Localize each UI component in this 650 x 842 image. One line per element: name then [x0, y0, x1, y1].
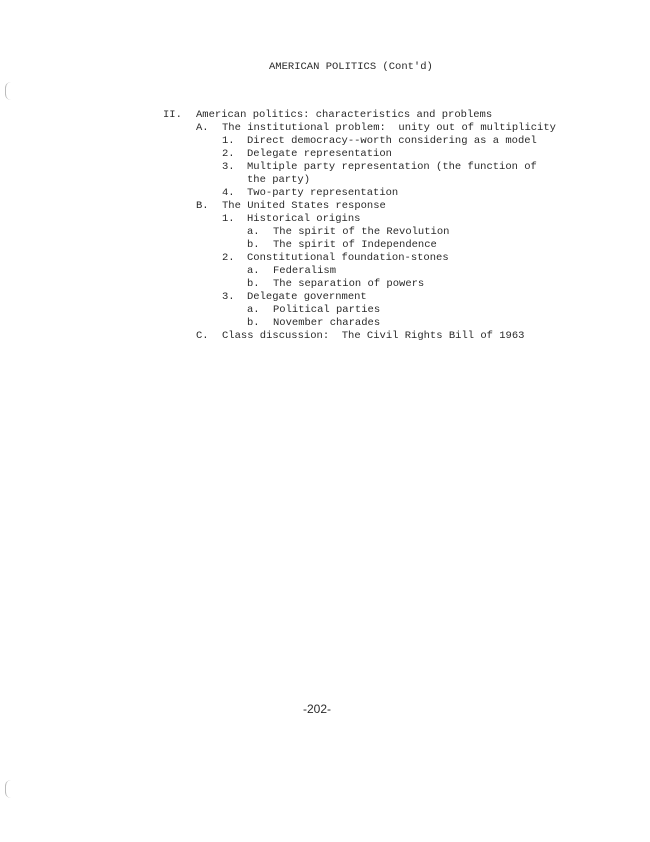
outline-text: Delegate government: [247, 291, 367, 303]
outline-marker: C.: [196, 330, 209, 342]
page-title: AMERICAN POLITICS (Cont'd): [269, 61, 433, 73]
outline-text: The spirit of Independence: [273, 239, 437, 251]
outline-marker: 3.: [222, 291, 235, 303]
outline-text: Political parties: [273, 304, 381, 316]
outline-marker: 4.: [222, 187, 235, 199]
scan-margin-mark: [5, 780, 11, 798]
outline-marker: A.: [196, 122, 209, 134]
outline-marker: b.: [247, 278, 260, 290]
outline-text: Class discussion: The Civil Rights Bill of 1963: [222, 330, 525, 342]
outline-text: Federalism: [273, 265, 337, 277]
outline-text: Historical origins: [247, 213, 361, 225]
outline-text: The United States response: [222, 200, 386, 212]
outline-marker: 1.: [222, 135, 235, 147]
outline-text: Direct democracy--worth considering as a model: [247, 135, 537, 147]
outline-marker: 2.: [222, 148, 235, 160]
outline-marker: 2.: [222, 252, 235, 264]
scan-margin-mark: [5, 82, 11, 100]
outline-text: Constitutional foundation-stones: [247, 252, 449, 264]
outline-text: American politics: characteristics and problems: [196, 109, 493, 121]
outline-text: the party): [247, 174, 311, 186]
outline-marker: II.: [163, 109, 182, 121]
outline-text: Two-party representation: [247, 187, 399, 199]
outline-text: The institutional problem: unity out of multiplicity: [222, 122, 556, 134]
outline-text: Delegate representation: [247, 148, 392, 160]
outline-marker: B.: [196, 200, 209, 212]
outline-marker: b.: [247, 239, 260, 251]
outline-marker: a.: [247, 265, 260, 277]
outline-text: The separation of powers: [273, 278, 425, 290]
outline-text: The spirit of the Revolution: [273, 226, 450, 238]
outline-marker: a.: [247, 226, 260, 238]
outline-text: November charades: [273, 317, 381, 329]
outline-text: Multiple party representation (the function of: [247, 161, 537, 173]
outline-marker: b.: [247, 317, 260, 329]
outline-marker: 1.: [222, 213, 235, 225]
outline-marker: a.: [247, 304, 260, 316]
outline-marker: 3.: [222, 161, 235, 173]
page-number: -202-: [303, 702, 332, 716]
